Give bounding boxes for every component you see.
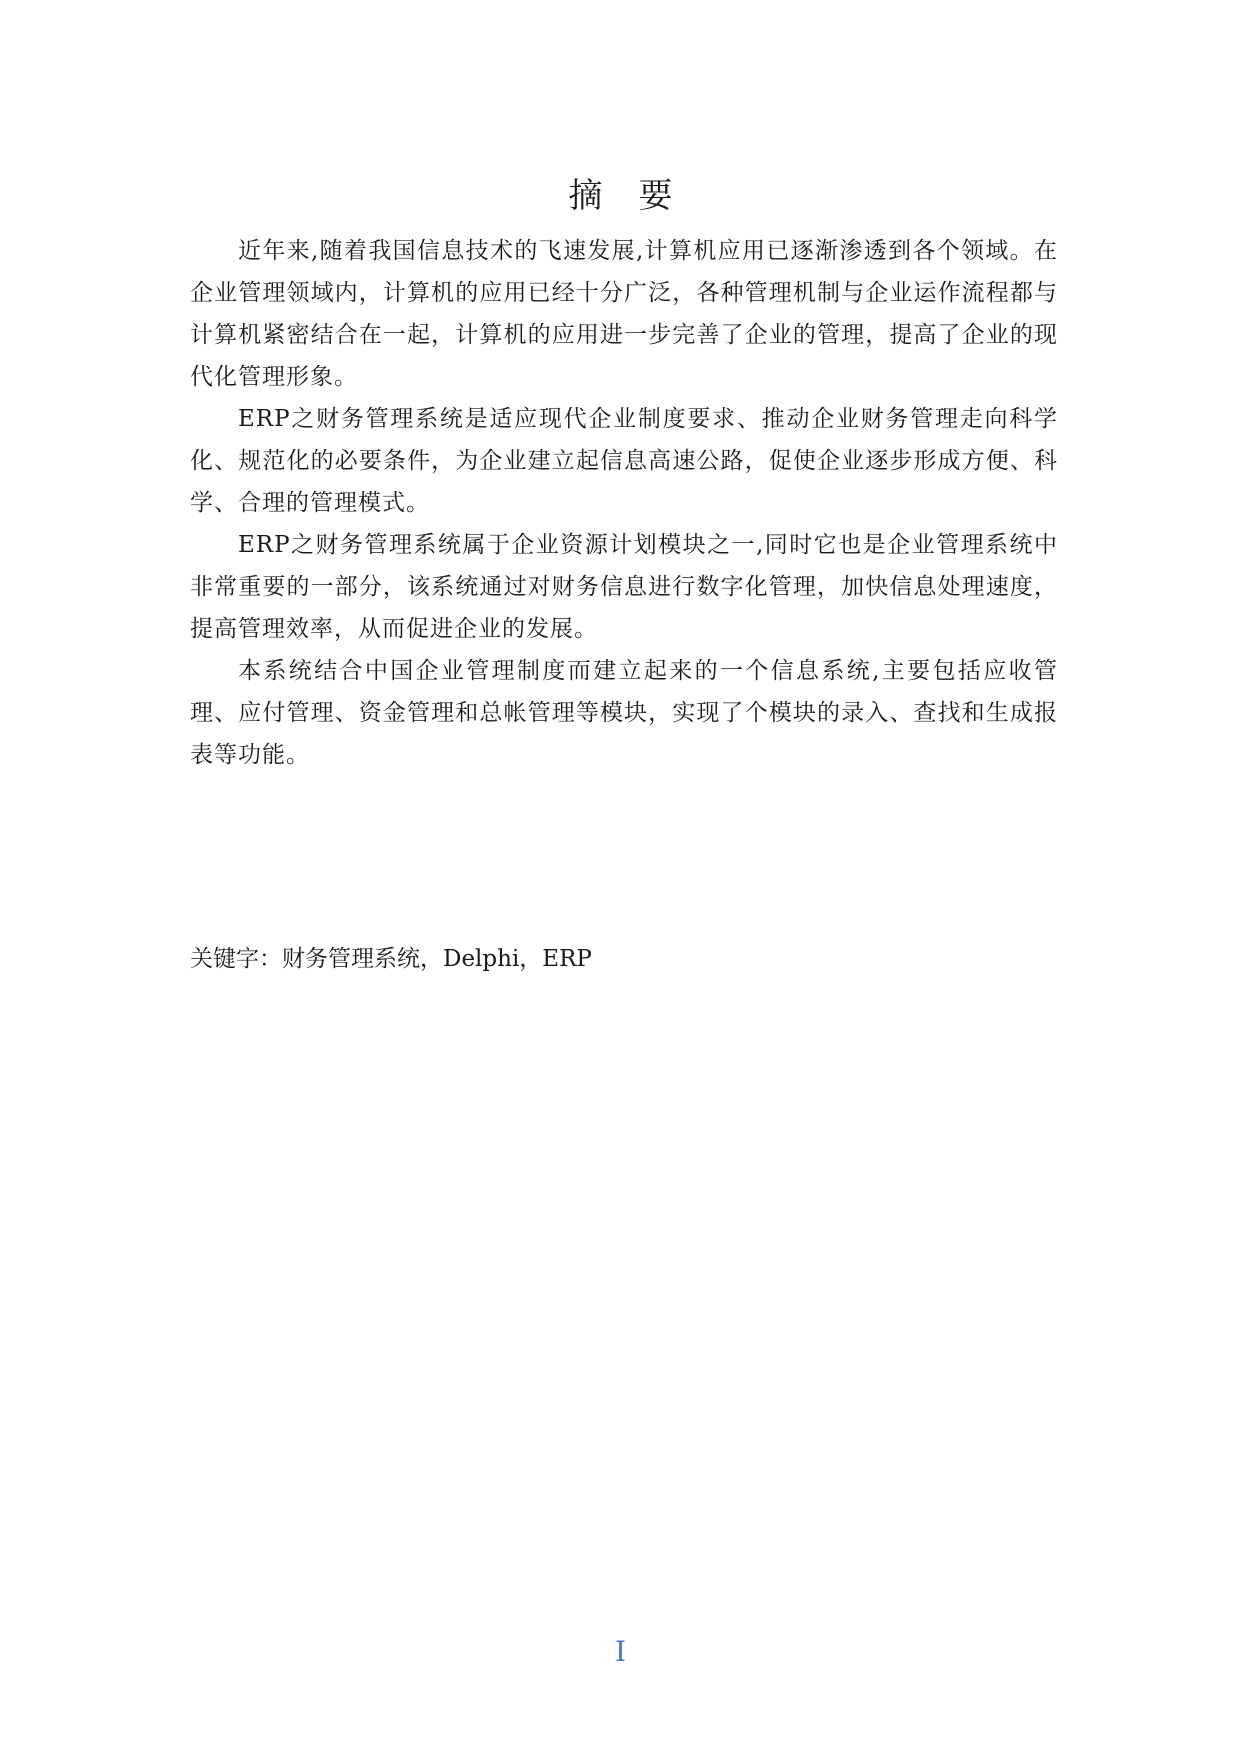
abstract-paragraph-3: ERP之财务管理系统属于企业资源计划模块之一,同时它也是企业管理系统中非常重要的一部分，该系统通过对财务信息进行数字化管理，加快信息处理速度，提高管理效率，从而促进企业的发展。: [190, 532, 1058, 642]
abstract-paragraph-4: 本系统结合中国企业管理制度而建立起来的一个信息系统,主要包括应收管理、应付管理、资金管理和总帐管理等模块，实现了个模块的录入、查找和生成报表等功能。: [190, 658, 1058, 768]
abstract-paragraph-1: 近年来,随着我国信息技术的飞速发展,计算机应用已逐渐渗透到各个领域。在企业管理领域内，计算机的应用已经十分广泛，各种管理机制与企业运作流程都与计算机紧密结合在一起，计算机的应用进一步完善了企业的管理，提高了企业的现代化管理形象。: [190, 238, 1058, 390]
keywords-values: 财务管理系统，Delphi，ERP: [282, 946, 592, 972]
abstract-body: [190, 230, 1058, 776]
abstract-title: 摘要: [568, 176, 709, 216]
keywords-line: [190, 938, 592, 980]
abstract-paragraph-2: ERP之财务管理系统是适应现代企业制度要求、推动企业财务管理走向科学化、规范化的必要条件，为企业建立起信息高速公路，促使企业逐步形成方便、科学、合理的管理模式。: [190, 406, 1058, 516]
page-number: I: [614, 1635, 627, 1668]
keywords-label: 关键字：: [190, 946, 282, 972]
